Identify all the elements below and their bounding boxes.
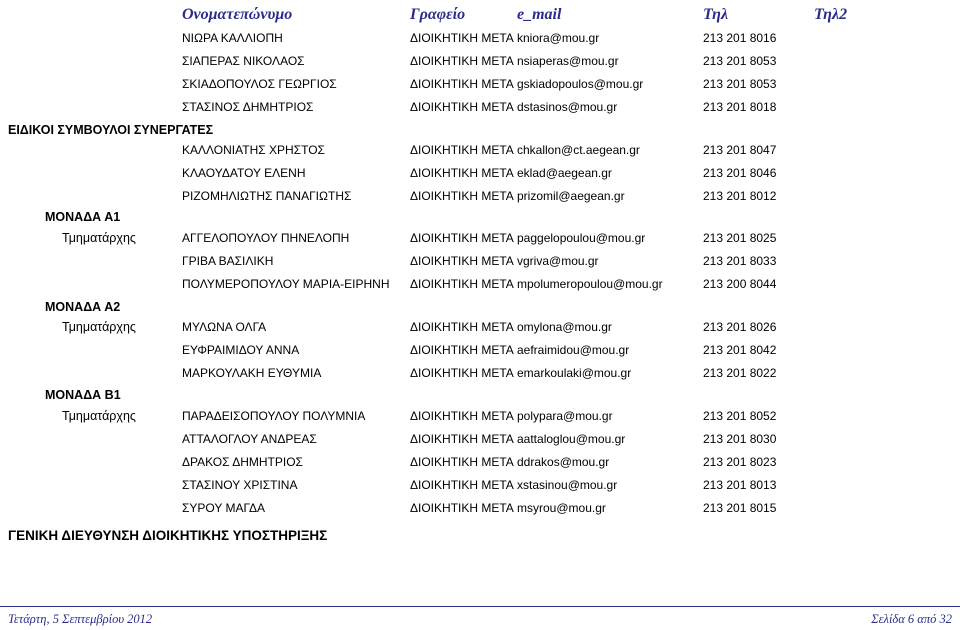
row-name: ΚΑΛΛΟΝΙΑΤΗΣ ΧΡΗΣΤΟΣ <box>182 143 325 157</box>
footer-page: Σελίδα 6 από 32 <box>871 612 952 626</box>
row-tel: 213 201 8033 <box>703 254 777 268</box>
row-tel: 213 201 8015 <box>703 501 777 515</box>
row-email: kniora@mou.gr <box>517 31 600 45</box>
row-name: ΣΥΡΟΥ ΜΑΓΔΑ <box>182 501 266 515</box>
table-row <box>0 50 960 72</box>
section-unit-a2: ΜΟΝΑΔΑ Α2 <box>45 300 121 314</box>
row-tel: 213 201 8053 <box>703 54 777 68</box>
row-email: msyrou@mou.gr <box>517 501 606 515</box>
header-tel2: Τηλ2 <box>814 6 848 23</box>
row-email: mpolumeropoulou@mou.gr <box>517 277 663 291</box>
row-role: Τμηματάρχης <box>62 320 136 334</box>
row-role: Τμηματάρχης <box>62 231 136 245</box>
table-row <box>0 162 960 184</box>
row-email: dstasinos@mou.gr <box>517 100 618 114</box>
row-name: ΕΥΦΡΑΙΜΙΔΟΥ ΑΝΝΑ <box>182 343 300 357</box>
row-tel: 213 201 8016 <box>703 31 777 45</box>
table-row <box>0 362 960 384</box>
row-office: ΔΙΟΙΚΗΤΙΚΗ ΜΕΤΑ <box>410 366 514 380</box>
row-name: ΑΓΓΕΛΟΠΟΥΛΟΥ ΠΗΝΕΛΟΠΗ <box>182 231 350 245</box>
row-name: ΣΤΑΣΙΝΟΣ ΔΗΜΗΤΡΙΟΣ <box>182 100 314 114</box>
table-row <box>0 139 960 161</box>
row-email: prizomil@aegean.gr <box>517 189 625 203</box>
row-office: ΔΙΟΙΚΗΤΙΚΗ ΜΕΤΑ <box>410 189 514 203</box>
row-email: vgriva@mou.gr <box>517 254 599 268</box>
row-office: ΔΙΟΙΚΗΤΙΚΗ ΜΕΤΑ <box>410 254 514 268</box>
row-email: omylona@mou.gr <box>517 320 612 334</box>
section-directorate: ΓΕΝΙΚΗ ΔΙΕΥΘΥΝΣΗ ΔΙΟΙΚΗΤΙΚΗΣ ΥΠΟΣΤΗΡΙΞΗΣ <box>8 528 328 543</box>
row-office: ΔΙΟΙΚΗΤΙΚΗ ΜΕΤΑ <box>410 343 514 357</box>
section-unit-a1: ΜΟΝΑΔΑ Α1 <box>45 210 121 224</box>
row-name: ΔΡΑΚΟΣ ΔΗΜΗΤΡΙΟΣ <box>182 455 303 469</box>
row-tel: 213 201 8013 <box>703 478 777 492</box>
table-row <box>0 405 960 427</box>
header-email: e_mail <box>517 6 562 23</box>
table-row <box>0 185 960 207</box>
row-tel: 213 201 8022 <box>703 366 777 380</box>
row-name: ΑΤΤΑΛΟΓΛΟΥ ΑΝΔΡΕΑΣ <box>182 432 317 446</box>
row-email: eklad@aegean.gr <box>517 166 612 180</box>
table-row <box>0 474 960 496</box>
row-office: ΔΙΟΙΚΗΤΙΚΗ ΜΕΤΑ <box>410 143 514 157</box>
table-row <box>0 451 960 473</box>
row-office: ΔΙΟΙΚΗΤΙΚΗ ΜΕΤΑ <box>410 100 514 114</box>
row-email: polypara@mou.gr <box>517 409 613 423</box>
row-tel: 213 201 8018 <box>703 100 777 114</box>
row-name: ΣΙΑΠΕΡΑΣ ΝΙΚΟΛΑΟΣ <box>182 54 305 68</box>
row-name: ΣΤΑΣΙΝΟΥ ΧΡΙΣΤΙΝΑ <box>182 478 298 492</box>
row-tel: 213 201 8047 <box>703 143 777 157</box>
table-row <box>0 73 960 95</box>
row-email: paggelopoulou@mou.gr <box>517 231 646 245</box>
row-name: ΚΛΑΟΥΔΑΤΟΥ ΕΛΕΝΗ <box>182 166 306 180</box>
row-name: ΜΥΛΩΝΑ ΟΛΓΑ <box>182 320 267 334</box>
table-row <box>0 316 960 338</box>
row-email: gskiadopoulos@mou.gr <box>517 77 644 91</box>
row-email: aattaloglou@mou.gr <box>517 432 626 446</box>
row-tel: 213 201 8052 <box>703 409 777 423</box>
row-name: ΣΚΙΑΔΟΠΟΥΛΟΣ ΓΕΩΡΓΙΟΣ <box>182 77 337 91</box>
footer-rule <box>0 606 960 607</box>
row-office: ΔΙΟΙΚΗΤΙΚΗ ΜΕΤΑ <box>410 409 514 423</box>
row-name: ΡΙΖΟΜΗΛΙΩΤΗΣ ΠΑΝΑΓΙΩΤΗΣ <box>182 189 352 203</box>
row-tel: 213 201 8046 <box>703 166 777 180</box>
table-row <box>0 339 960 361</box>
row-email: nsiaperas@mou.gr <box>517 54 619 68</box>
header-tel: Τηλ <box>703 6 729 23</box>
row-email: chkallon@ct.aegean.gr <box>517 143 640 157</box>
section-special-advisors: ΕΙΔΙΚΟΙ ΣΥΜΒΟΥΛΟΙ ΣΥΝΕΡΓΑΤΕΣ <box>8 123 214 137</box>
row-office: ΔΙΟΙΚΗΤΙΚΗ ΜΕΤΑ <box>410 77 514 91</box>
row-name: ΠΟΛΥΜΕΡΟΠΟΥΛΟΥ ΜΑΡΙΑ-ΕΙΡΗΝΗ <box>182 277 390 291</box>
row-office: ΔΙΟΙΚΗΤΙΚΗ ΜΕΤΑ <box>410 277 514 291</box>
row-role: Τμηματάρχης <box>62 409 136 423</box>
row-email: ddrakos@mou.gr <box>517 455 610 469</box>
table-row <box>0 250 960 272</box>
table-row <box>0 428 960 450</box>
section-unit-b1: ΜΟΝΑΔΑ Β1 <box>45 388 121 402</box>
row-tel: 213 201 8023 <box>703 455 777 469</box>
table-row <box>0 96 960 118</box>
table-row <box>0 27 960 49</box>
row-email: xstasinou@mou.gr <box>517 478 618 492</box>
row-name: ΠΑΡΑΔΕΙΣΟΠΟΥΛΟΥ ΠΟΛΥΜΝΙΑ <box>182 409 366 423</box>
row-tel: 213 201 8026 <box>703 320 777 334</box>
header-office: Γραφείο <box>410 6 466 23</box>
row-name: ΜΑΡΚΟΥΛΑΚΗ ΕΥΘΥΜΙΑ <box>182 366 322 380</box>
row-office: ΔΙΟΙΚΗΤΙΚΗ ΜΕΤΑ <box>410 320 514 334</box>
row-email: aefraimidou@mou.gr <box>517 343 630 357</box>
row-tel: 213 201 8012 <box>703 189 777 203</box>
row-tel: 213 201 8053 <box>703 77 777 91</box>
header-name: Ονοματεπώνυμο <box>182 6 293 23</box>
row-office: ΔΙΟΙΚΗΤΙΚΗ ΜΕΤΑ <box>410 478 514 492</box>
row-office: ΔΙΟΙΚΗΤΙΚΗ ΜΕΤΑ <box>410 455 514 469</box>
row-tel: 213 201 8042 <box>703 343 777 357</box>
table-row <box>0 497 960 519</box>
row-name: ΓΡΙΒΑ ΒΑΣΙΛΙΚΗ <box>182 254 274 268</box>
row-name: ΝΙΩΡΑ ΚΑΛΛΙΟΠΗ <box>182 31 283 45</box>
table-row <box>0 227 960 249</box>
table-row <box>0 273 960 295</box>
footer-date: Τετάρτη, 5 Σεπτεμβρίου 2012 <box>8 612 153 626</box>
row-email: emarkoulaki@mou.gr <box>517 366 632 380</box>
row-tel: 213 200 8044 <box>703 277 777 291</box>
row-office: ΔΙΟΙΚΗΤΙΚΗ ΜΕΤΑ <box>410 432 514 446</box>
row-office: ΔΙΟΙΚΗΤΙΚΗ ΜΕΤΑ <box>410 231 514 245</box>
row-office: ΔΙΟΙΚΗΤΙΚΗ ΜΕΤΑ <box>410 31 514 45</box>
row-tel: 213 201 8025 <box>703 231 777 245</box>
row-office: ΔΙΟΙΚΗΤΙΚΗ ΜΕΤΑ <box>410 54 514 68</box>
row-tel: 213 201 8030 <box>703 432 777 446</box>
row-office: ΔΙΟΙΚΗΤΙΚΗ ΜΕΤΑ <box>410 166 514 180</box>
row-office: ΔΙΟΙΚΗΤΙΚΗ ΜΕΤΑ <box>410 501 514 515</box>
